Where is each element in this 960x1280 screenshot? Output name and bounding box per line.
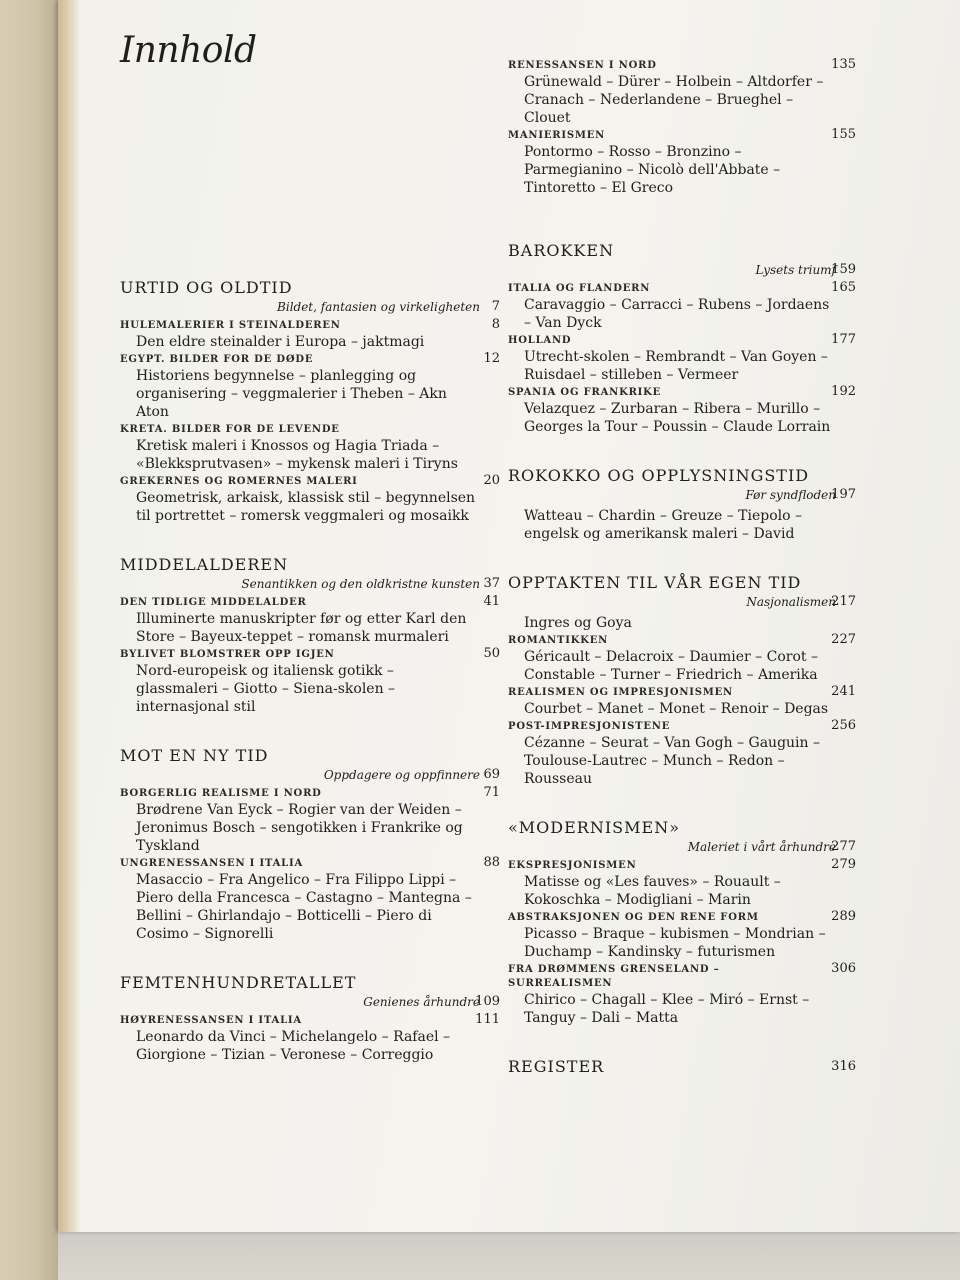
- section-spacer: [508, 790, 856, 816]
- section-subtitle: Oppdagere og oppfinnere: [323, 768, 480, 782]
- section-heading: FEMTENHUNDRETALLET: [120, 973, 357, 992]
- entry-category: UNGRENESSANSEN I ITALIA: [120, 858, 304, 869]
- toc-entry: [120, 596, 500, 646]
- section-header: [508, 1055, 856, 1079]
- section-spacer: [508, 545, 856, 571]
- section-heading-page: 316: [831, 1059, 856, 1074]
- entry-page-number: 135: [831, 57, 856, 72]
- toc-entry: [508, 386, 856, 436]
- entry-category: HØYRENESSANSEN I ITALIA: [120, 1015, 302, 1026]
- entry-category: ROMANTIKKEN: [508, 635, 609, 646]
- entry-page-number: 12: [483, 351, 500, 366]
- entry-category: FRA DRØMMENS GRENSELAND – SURREALISMEN: [508, 964, 720, 989]
- entry-page-number: 111: [475, 1012, 500, 1027]
- section-subtitle-page: 197: [831, 487, 856, 502]
- toc-entry: [508, 859, 856, 909]
- entry-page-number: 20: [483, 473, 500, 488]
- toc-entry: [508, 507, 856, 543]
- toc-section: [508, 1055, 856, 1079]
- entry-text: Utrecht-skolen – Rembrandt – Van Goyen – Ruisdael – stilleben – Vermeer: [524, 349, 828, 383]
- section-heading: REGISTER: [508, 1057, 605, 1076]
- toc-section: [120, 553, 500, 716]
- section-spacer: [508, 199, 856, 239]
- entry-text: Matisse og «Les fauves» – Rouault – Kokoschka – Modigliani – Marin: [524, 874, 781, 908]
- entry-page-number: 241: [831, 684, 856, 699]
- section-header: [508, 571, 856, 613]
- section-header: [508, 816, 856, 858]
- toc-entry: [508, 686, 856, 718]
- book-gutter: [58, 0, 80, 1232]
- section-heading: MOT EN NY TID: [120, 746, 269, 765]
- section-spacer: [508, 1029, 856, 1055]
- section-heading: BAROKKEN: [508, 241, 615, 260]
- entry-category: RENESSANSEN I NORD: [508, 60, 657, 71]
- entry-page-number: 41: [483, 594, 500, 609]
- entry-category: REALISMEN OG IMPRESJONISMEN: [508, 687, 734, 698]
- entry-text: Geometrisk, arkaisk, klassisk stil – begynnelsen til portrettet – romersk veggmaleri og mosaikk: [136, 490, 476, 524]
- section-subtitle: Maleriet i vårt århundre: [687, 840, 836, 854]
- entry-category: HULEMALERIER I STEINALDEREN: [120, 320, 341, 331]
- section-header: [120, 276, 500, 318]
- entry-page-number: 177: [831, 332, 856, 347]
- entry-text: Historiens begynnelse – planlegging og organisering – veggmalerier i Theben – Akn Aton: [136, 368, 447, 420]
- toc-section: [508, 816, 856, 1027]
- section-spacer: [120, 945, 500, 971]
- entry-text: Pontormo – Rosso – Bronzino – Parmegianino – Nicolò dell'Abbate – Tintoretto – El Greco: [524, 144, 781, 196]
- entry-text: Brødrene Van Eyck – Rogier van der Weiden – Jeronimus Bosch – sengotikken i Frankrike og Tyskland: [136, 802, 463, 854]
- toc-entry: [120, 353, 500, 421]
- entry-category: EKSPRESJONISMEN: [508, 860, 637, 871]
- toc-entry: [120, 787, 500, 855]
- entry-text: Courbet – Manet – Monet – Renoir – Degas: [524, 701, 829, 717]
- entry-category: MANIERISMEN: [508, 130, 606, 141]
- entry-category: SPANIA OG FRANKRIKE: [508, 387, 662, 398]
- toc-entry: [120, 648, 500, 716]
- entry-category: POST-IMPRESJONISTENE: [508, 721, 671, 732]
- toc-entry: [120, 857, 500, 943]
- section-header: [508, 239, 856, 281]
- toc-entry: [508, 634, 856, 684]
- table-surface: [0, 0, 60, 1280]
- entry-text: Kretisk maleri i Knossos og Hagia Triada – «Blekksprutvasen» – mykensk maleri i Tiryns: [136, 438, 458, 472]
- entry-text: Chirico – Chagall – Klee – Miró – Ernst – Tanguy – Dali – Matta: [524, 992, 810, 1026]
- entry-text: Watteau – Chardin – Greuze – Tiepolo – engelsk og amerikansk maleri – David: [524, 508, 803, 542]
- entry-text: Géricault – Delacroix – Daumier – Corot – Constable – Turner – Friedrich – Amerika: [524, 649, 818, 683]
- section-spacer: [120, 527, 500, 553]
- toc-entry: [508, 334, 856, 384]
- toc-entry: [508, 911, 856, 961]
- entry-page-number: 256: [831, 718, 856, 733]
- section-subtitle-page: 159: [831, 262, 856, 277]
- section-subtitle: Bildet, fantasien og virkeligheten: [277, 300, 480, 314]
- contents-column-right: [508, 58, 856, 1079]
- section-heading: URTID OG OLDTID: [120, 278, 293, 297]
- entry-page-number: 227: [831, 632, 856, 647]
- toc-entry: [120, 475, 500, 525]
- entry-category: ITALIA OG FLANDERN: [508, 283, 651, 294]
- entry-text: Illuminerte manuskripter før og etter Karl den Store – Bayeux-teppet – romansk murmaleri: [136, 611, 467, 645]
- section-subtitle: Genienes århundre: [363, 995, 480, 1009]
- entry-category: GREKERNES OG ROMERNES MALERI: [120, 476, 358, 487]
- section-subtitle-page: 7: [491, 299, 500, 314]
- entry-text: Cézanne – Seurat – Van Gogh – Gauguin – Toulouse-Lautrec – Munch – Redon – Rousseau: [524, 735, 820, 787]
- toc-entry: [508, 129, 856, 197]
- entry-category: HOLLAND: [508, 335, 572, 346]
- section-subtitle-page: 217: [831, 594, 856, 609]
- toc-entry: [508, 720, 856, 788]
- section-header: [508, 464, 856, 506]
- entry-page-number: 8: [491, 317, 500, 332]
- toc-section: [120, 971, 500, 1064]
- section-subtitle-page: 37: [483, 576, 500, 591]
- entry-page-number: 306: [831, 961, 856, 976]
- entry-text: Ingres og Goya: [524, 615, 632, 631]
- entry-category: KRETA. BILDER FOR DE LEVENDE: [120, 424, 340, 435]
- entry-text: Den eldre steinalder i Europa – jaktmagi: [136, 334, 425, 350]
- entry-page-number: 71: [483, 785, 500, 800]
- section-header: [120, 744, 500, 786]
- toc-section: [508, 571, 856, 788]
- entry-page-number: 88: [483, 855, 500, 870]
- entry-text: Grünewald – Dürer – Holbein – Altdorfer – Cranach – Nederlandene – Brueghel – Clouet: [524, 74, 824, 126]
- toc-entry: [508, 614, 856, 632]
- entry-page-number: 289: [831, 909, 856, 924]
- toc-section: [120, 744, 500, 943]
- entry-page-number: 155: [831, 127, 856, 142]
- section-subtitle-page: 277: [831, 839, 856, 854]
- toc-entry: [120, 1014, 500, 1064]
- toc-entry: [120, 423, 500, 473]
- toc-section: [508, 464, 856, 543]
- section-heading: ROKOKKO OG OPPLYSNINGSTID: [508, 466, 810, 485]
- page-title: Innhold: [120, 30, 257, 71]
- entry-text: Caravaggio – Carracci – Rubens – Jordaens – Van Dyck: [524, 297, 830, 331]
- section-subtitle-page: 109: [475, 994, 500, 1009]
- section-subtitle: Nasjonalismen: [746, 595, 836, 609]
- section-header: [120, 971, 500, 1013]
- section-subtitle: Lysets triumf: [755, 263, 836, 277]
- section-heading: MIDDELALDEREN: [120, 555, 289, 574]
- section-subtitle-page: 69: [483, 767, 500, 782]
- section-subtitle: Senantikken og den oldkristne kunsten: [241, 577, 480, 591]
- section-header: [120, 553, 500, 595]
- section-heading: OPPTAKTEN TIL VÅR EGEN TID: [508, 573, 802, 592]
- toc-section: [120, 276, 500, 525]
- entry-category: ABSTRAKSJONEN OG DEN RENE FORM: [508, 912, 759, 923]
- entry-page-number: 192: [831, 384, 856, 399]
- entry-text: Velazquez – Zurbaran – Ribera – Murillo – Georges la Tour – Poussin – Claude Lorrain: [524, 401, 831, 435]
- entry-text: Picasso – Braque – kubismen – Mondrian – Duchamp – Kandinsky – futurismen: [524, 926, 826, 960]
- toc-entry: [508, 59, 856, 127]
- entry-text: Masaccio – Fra Angelico – Fra Filippo Lippi – Piero della Francesca – Castagno – Mantegna – Bellini – Ghirlandajo – Botticelli – Piero di Cosimo – Signorelli: [136, 872, 472, 942]
- toc-section: [508, 239, 856, 436]
- entry-category: DEN TIDLIGE MIDDELALDER: [120, 597, 307, 608]
- toc-entry: [508, 282, 856, 332]
- entry-page-number: 50: [483, 646, 500, 661]
- entry-category: BYLIVET BLOMSTRER OPP IGJEN: [120, 649, 335, 660]
- section-heading: «MODERNISMEN»: [508, 818, 680, 837]
- section-subtitle: Før syndfloden: [745, 488, 836, 502]
- section-spacer: [508, 438, 856, 464]
- table-surface-bottom: [58, 1232, 960, 1280]
- entry-category: BORGERLIG REALISME I NORD: [120, 788, 322, 799]
- entry-page-number: 279: [831, 857, 856, 872]
- entry-category: EGYPT. BILDER FOR DE DØDE: [120, 354, 314, 365]
- contents-column-left: [120, 276, 500, 1066]
- toc-entry: [120, 319, 500, 351]
- entry-text: Leonardo da Vinci – Michelangelo – Rafael – Giorgione – Tizian – Veronese – Correggio: [136, 1029, 451, 1063]
- entry-page-number: 165: [831, 280, 856, 295]
- toc-entry: [508, 963, 856, 1027]
- entry-text: Nord-europeisk og italiensk gotikk – glassmaleri – Giotto – Siena-skolen – internasjonal stil: [136, 663, 396, 715]
- section-spacer: [120, 718, 500, 744]
